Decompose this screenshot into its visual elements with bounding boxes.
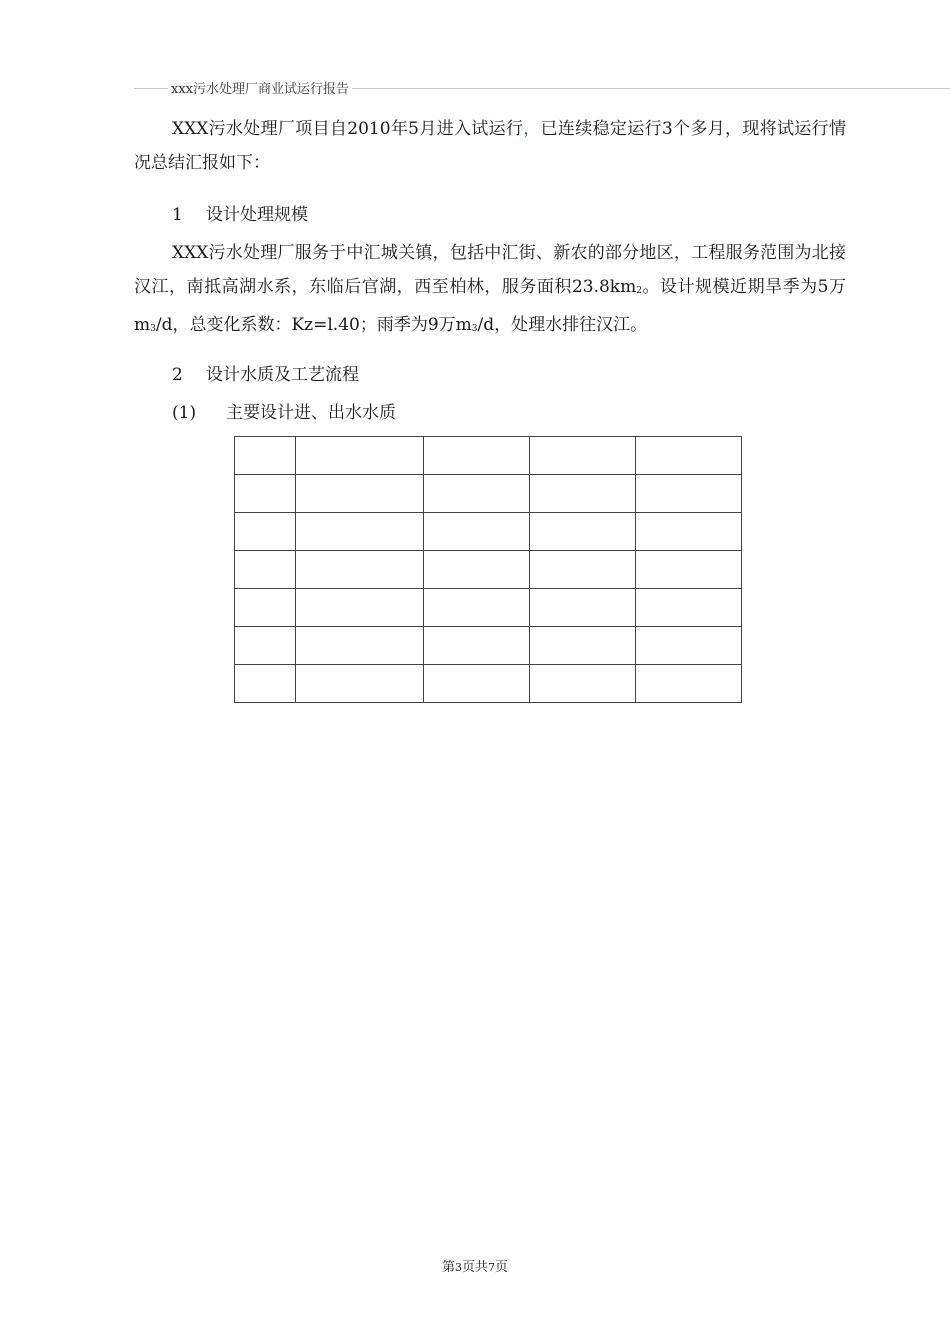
page-footer: [0, 1256, 950, 1275]
table-cell: [296, 627, 424, 665]
table-cell: [530, 513, 636, 551]
table-cell: [235, 589, 296, 627]
section-1-title: 设计处理规模: [206, 205, 308, 225]
table-cell: [636, 589, 742, 627]
table-cell: [636, 627, 742, 665]
intro-text-b: 已连续稳定运行3个多月，现将试运行情况总结汇报如下：: [134, 119, 846, 173]
running-header: xxx污水处理厂商业试运行报告: [168, 78, 352, 97]
table-cell: [235, 475, 296, 513]
table-cell: [296, 475, 424, 513]
table-cell: [530, 551, 636, 589]
table-cell: [424, 589, 530, 627]
section-1-number: 1: [172, 205, 183, 225]
table-cell: [235, 665, 296, 703]
table-cell: [424, 513, 530, 551]
section-1-text-a: XXX污水处理厂服务于中汇城关镇，包括中汇街、新农的部分地区，工程服务范围为北接汉江，南抵高湖水系，东临后官湖，西至柏林，服务面积23.8km: [134, 243, 846, 297]
footer-suffix: 页: [495, 1260, 509, 1275]
table-cell: [636, 475, 742, 513]
water-quality-table: [234, 436, 742, 703]
intro-text-a: XXX污水处理厂项目自2010年5月进入试运行: [172, 119, 524, 139]
section-1-heading: [172, 202, 308, 228]
table-cell: [296, 665, 424, 703]
intro-comma: ，: [523, 119, 541, 139]
section-1-text-d: /d，处理水排往汉江。: [477, 315, 648, 335]
section-2-number: 2: [172, 365, 183, 385]
footer-total-pages: 7: [488, 1261, 495, 1274]
subsection-1-heading: [172, 400, 396, 426]
subsection-1-title: 主要设计进、出水水质: [226, 403, 396, 423]
footer-middle: 页共: [461, 1260, 488, 1275]
table-cell: [530, 589, 636, 627]
volume-unit-superscript-1: 3: [150, 324, 156, 334]
table-cell: [424, 627, 530, 665]
section-1-paragraph: [134, 236, 846, 346]
intro-paragraph: [134, 112, 846, 180]
table-cell: [530, 665, 636, 703]
footer-page-number: 3: [454, 1261, 462, 1274]
table-row: [235, 437, 742, 475]
table-cell: [296, 551, 424, 589]
volume-unit-superscript-2: 3: [471, 324, 478, 334]
table-row: [235, 589, 742, 627]
subsection-1-number: (1): [172, 403, 197, 423]
table-cell: [235, 437, 296, 475]
table-cell: [296, 589, 424, 627]
table-row: [235, 551, 742, 589]
water-quality-table-body: [235, 437, 742, 703]
section-2-title: 设计水质及工艺流程: [206, 365, 359, 385]
table-cell: [530, 627, 636, 665]
table-cell: [636, 665, 742, 703]
section-1-text-c: /d，总变化系数：Kz=l.40；雨季为9万m: [155, 315, 472, 335]
table-cell: [235, 627, 296, 665]
table-cell: [424, 551, 530, 589]
section-2-heading: [172, 362, 359, 388]
table-cell: [636, 513, 742, 551]
table-cell: [530, 437, 636, 475]
table-row: [235, 627, 742, 665]
table-cell: [636, 437, 742, 475]
table-cell: [636, 551, 742, 589]
table-cell: [530, 475, 636, 513]
table-row: [235, 513, 742, 551]
table-cell: [296, 437, 424, 475]
table-cell: [235, 551, 296, 589]
section-1-text-b: 。设计规模近期旱季为5万m: [134, 277, 846, 335]
table-cell: [424, 665, 530, 703]
table-cell: [235, 513, 296, 551]
table-row: [235, 665, 742, 703]
footer-prefix: 第: [441, 1260, 455, 1275]
table-cell: [296, 513, 424, 551]
table-row: [235, 475, 742, 513]
table-cell: [424, 437, 530, 475]
area-unit-superscript: 2: [636, 286, 642, 296]
table-cell: [424, 475, 530, 513]
